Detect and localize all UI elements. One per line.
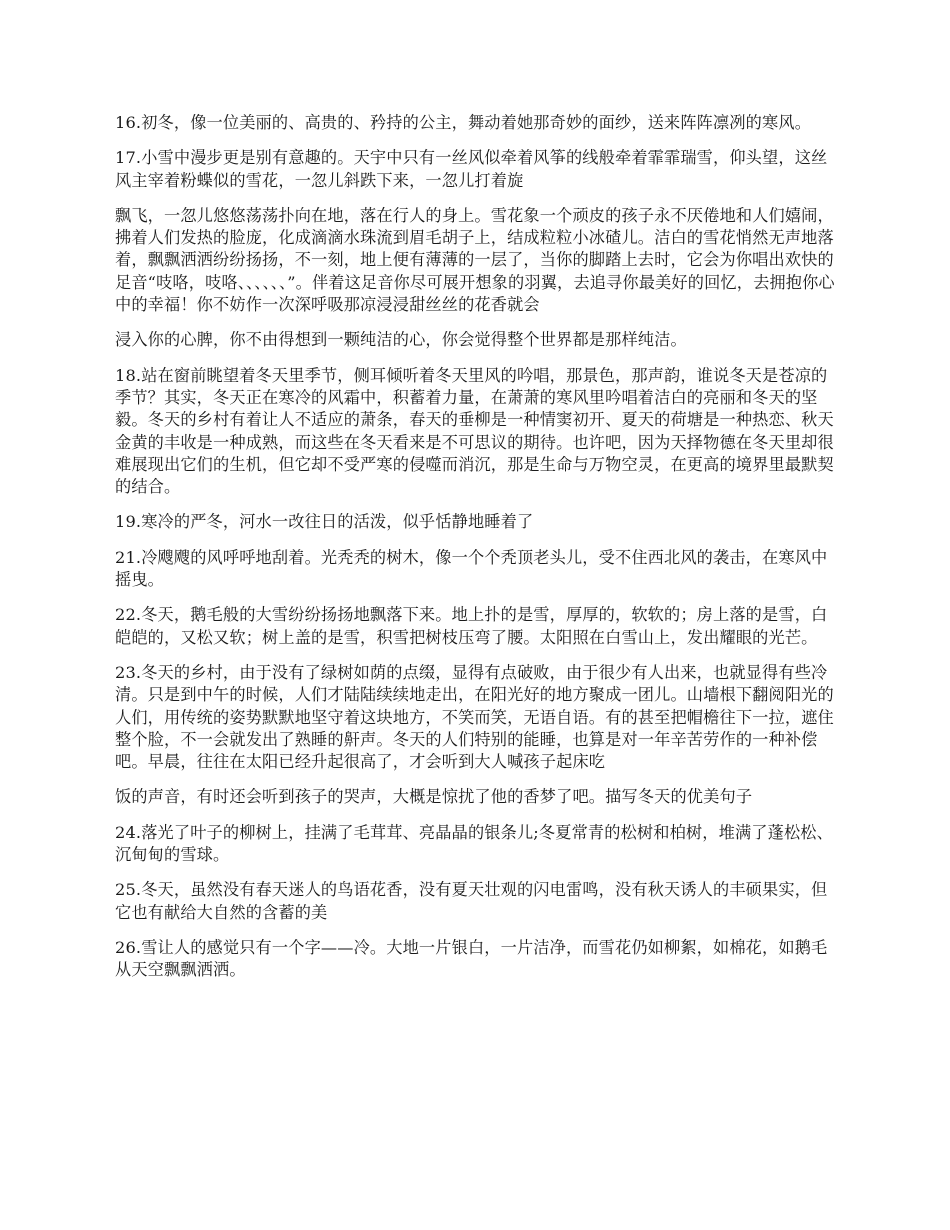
paragraph-17: 17.小雪中漫步更是别有意趣的。天宇中只有一丝风似牵着风筝的线般牵着霏霏瑞雪，仰头望，这丝风主宰着粉蝶似的雪花，一忽儿斜跌下来，一忽儿打着旋 <box>115 148 828 190</box>
paragraph-23-continued: 饭的声音，有时还会听到孩子的哭声，大概是惊扰了他的香梦了吧。描写冬天的优美句子 <box>115 787 753 807</box>
paragraph-17-end: 浸入你的心脾，你不由得想到一颗纯洁的心，你会觉得整个世界都是那样纯洁。 <box>115 330 687 350</box>
paragraph-18: 18.站在窗前眺望着冬天里季节，侧耳倾听着冬天里风的吟唱，那景色，那声韵，谁说冬天是苍凉的季节？其实，冬天正在寒冷的风霜中，积蓄着力量，在萧萧的寒风里吟唱着洁白的亮丽和冬天的坚毅。冬天的乡村有着让人不适应的萧条，春天的垂柳是一种情窦初开、夏天的荷塘是一种热恋、秋天金黄的丰收是一种成熟，而这些在冬天看来是不可思议的期待。也许吧，因为天择物德在冬天里却很难展现出它们的生机，但它却不受严寒的侵噬而消沉，那是生命与万物空灵，在更高的境界里最默契的结合。 <box>115 365 834 497</box>
paragraph-21: 21.冷飕飕的风呼呼地刮着。光秃秃的树木，像一个个秃顶老头儿，受不住西北风的袭击，在寒风中摇曳。 <box>115 547 828 590</box>
paragraph-25: 25.冬天，虽然没有春天迷人的鸟语花香，没有夏天壮观的闪电雷鸣，没有秋天诱人的丰硕果实，但它也有献给大自然的含蓄的美 <box>115 880 828 922</box>
paragraph-26: 26.雪让人的感觉只有一个字——冷。大地一片银白，一片洁净，而雪花仍如柳絮，如棉花，如鹅毛从天空飘飘洒洒。 <box>115 937 828 980</box>
document-body <box>115 112 837 995</box>
paragraph-22: 22.冬天，鹅毛般的大雪纷纷扬扬地飘落下来。地上扑的是雪，厚厚的，软软的；房上落的是雪，白皑皑的，又松又软；树上盖的是雪，积雪把树枝压弯了腰。太阳照在白雪山上，发出耀眼的光芒。 <box>115 605 828 647</box>
paragraph-19: 19.寒冷的严冬，河水一改往日的活泼，似乎恬静地睡着了 <box>115 512 534 532</box>
paragraph-23: 23.冬天的乡村，由于没有了绿树如荫的点缀，显得有点破败，由于很少有人出来，也就显得有些冷清。只是到中午的时候，人们才陆陆续续地走出，在阳光好的地方聚成一团儿。山墙根下翻阅阳光的人们，用传统的姿势默默地坚守着这块地方，不笑而笑，无语自语。有的甚至把帽檐往下一拉，遮住整个脸，不一会就发出了熟睡的鼾声。冬天的人们特别的能睡，也算是对一年辛苦劳作的一种补偿吧。早晨，往往在太阳已经升起很高了，才会听到大人喊孩子起床吃 <box>115 662 834 772</box>
paragraph-17-continued: 飘飞，一忽儿悠悠荡荡扑向在地，落在行人的身上。雪花象一个顽皮的孩子永不厌倦地和人们嬉闹，拂着人们发热的脸庞，化成滴滴水珠流到眉毛胡子上，结成粒粒小冰碴儿。洁白的雪花悄然无声地落着，飘飘洒洒纷纷扬扬，不一刻，地上便有薄薄的一层了，当你的脚踏上去时，它会为你唱出欢快的足音“吱咯，吱咯、、、、、、”。伴着这足音你尽可展开想象的羽翼，去追寻你最美好的回忆，去拥抱你心中的幸福！你不妨作一次深呼吸那凉浸浸甜丝丝的花香就会 <box>115 205 835 315</box>
paragraph-16: 16.初冬，像一位美丽的、高贵的、矜持的公主，舞动着她那奇妙的面纱，送来阵阵凛冽的寒风。 <box>115 113 812 132</box>
paragraph-24: 24.落光了叶子的柳树上，挂满了毛茸茸、亮晶晶的银条儿;冬夏常青的松树和柏树，堆满了蓬松松、沉甸甸的雪球。 <box>115 822 833 865</box>
